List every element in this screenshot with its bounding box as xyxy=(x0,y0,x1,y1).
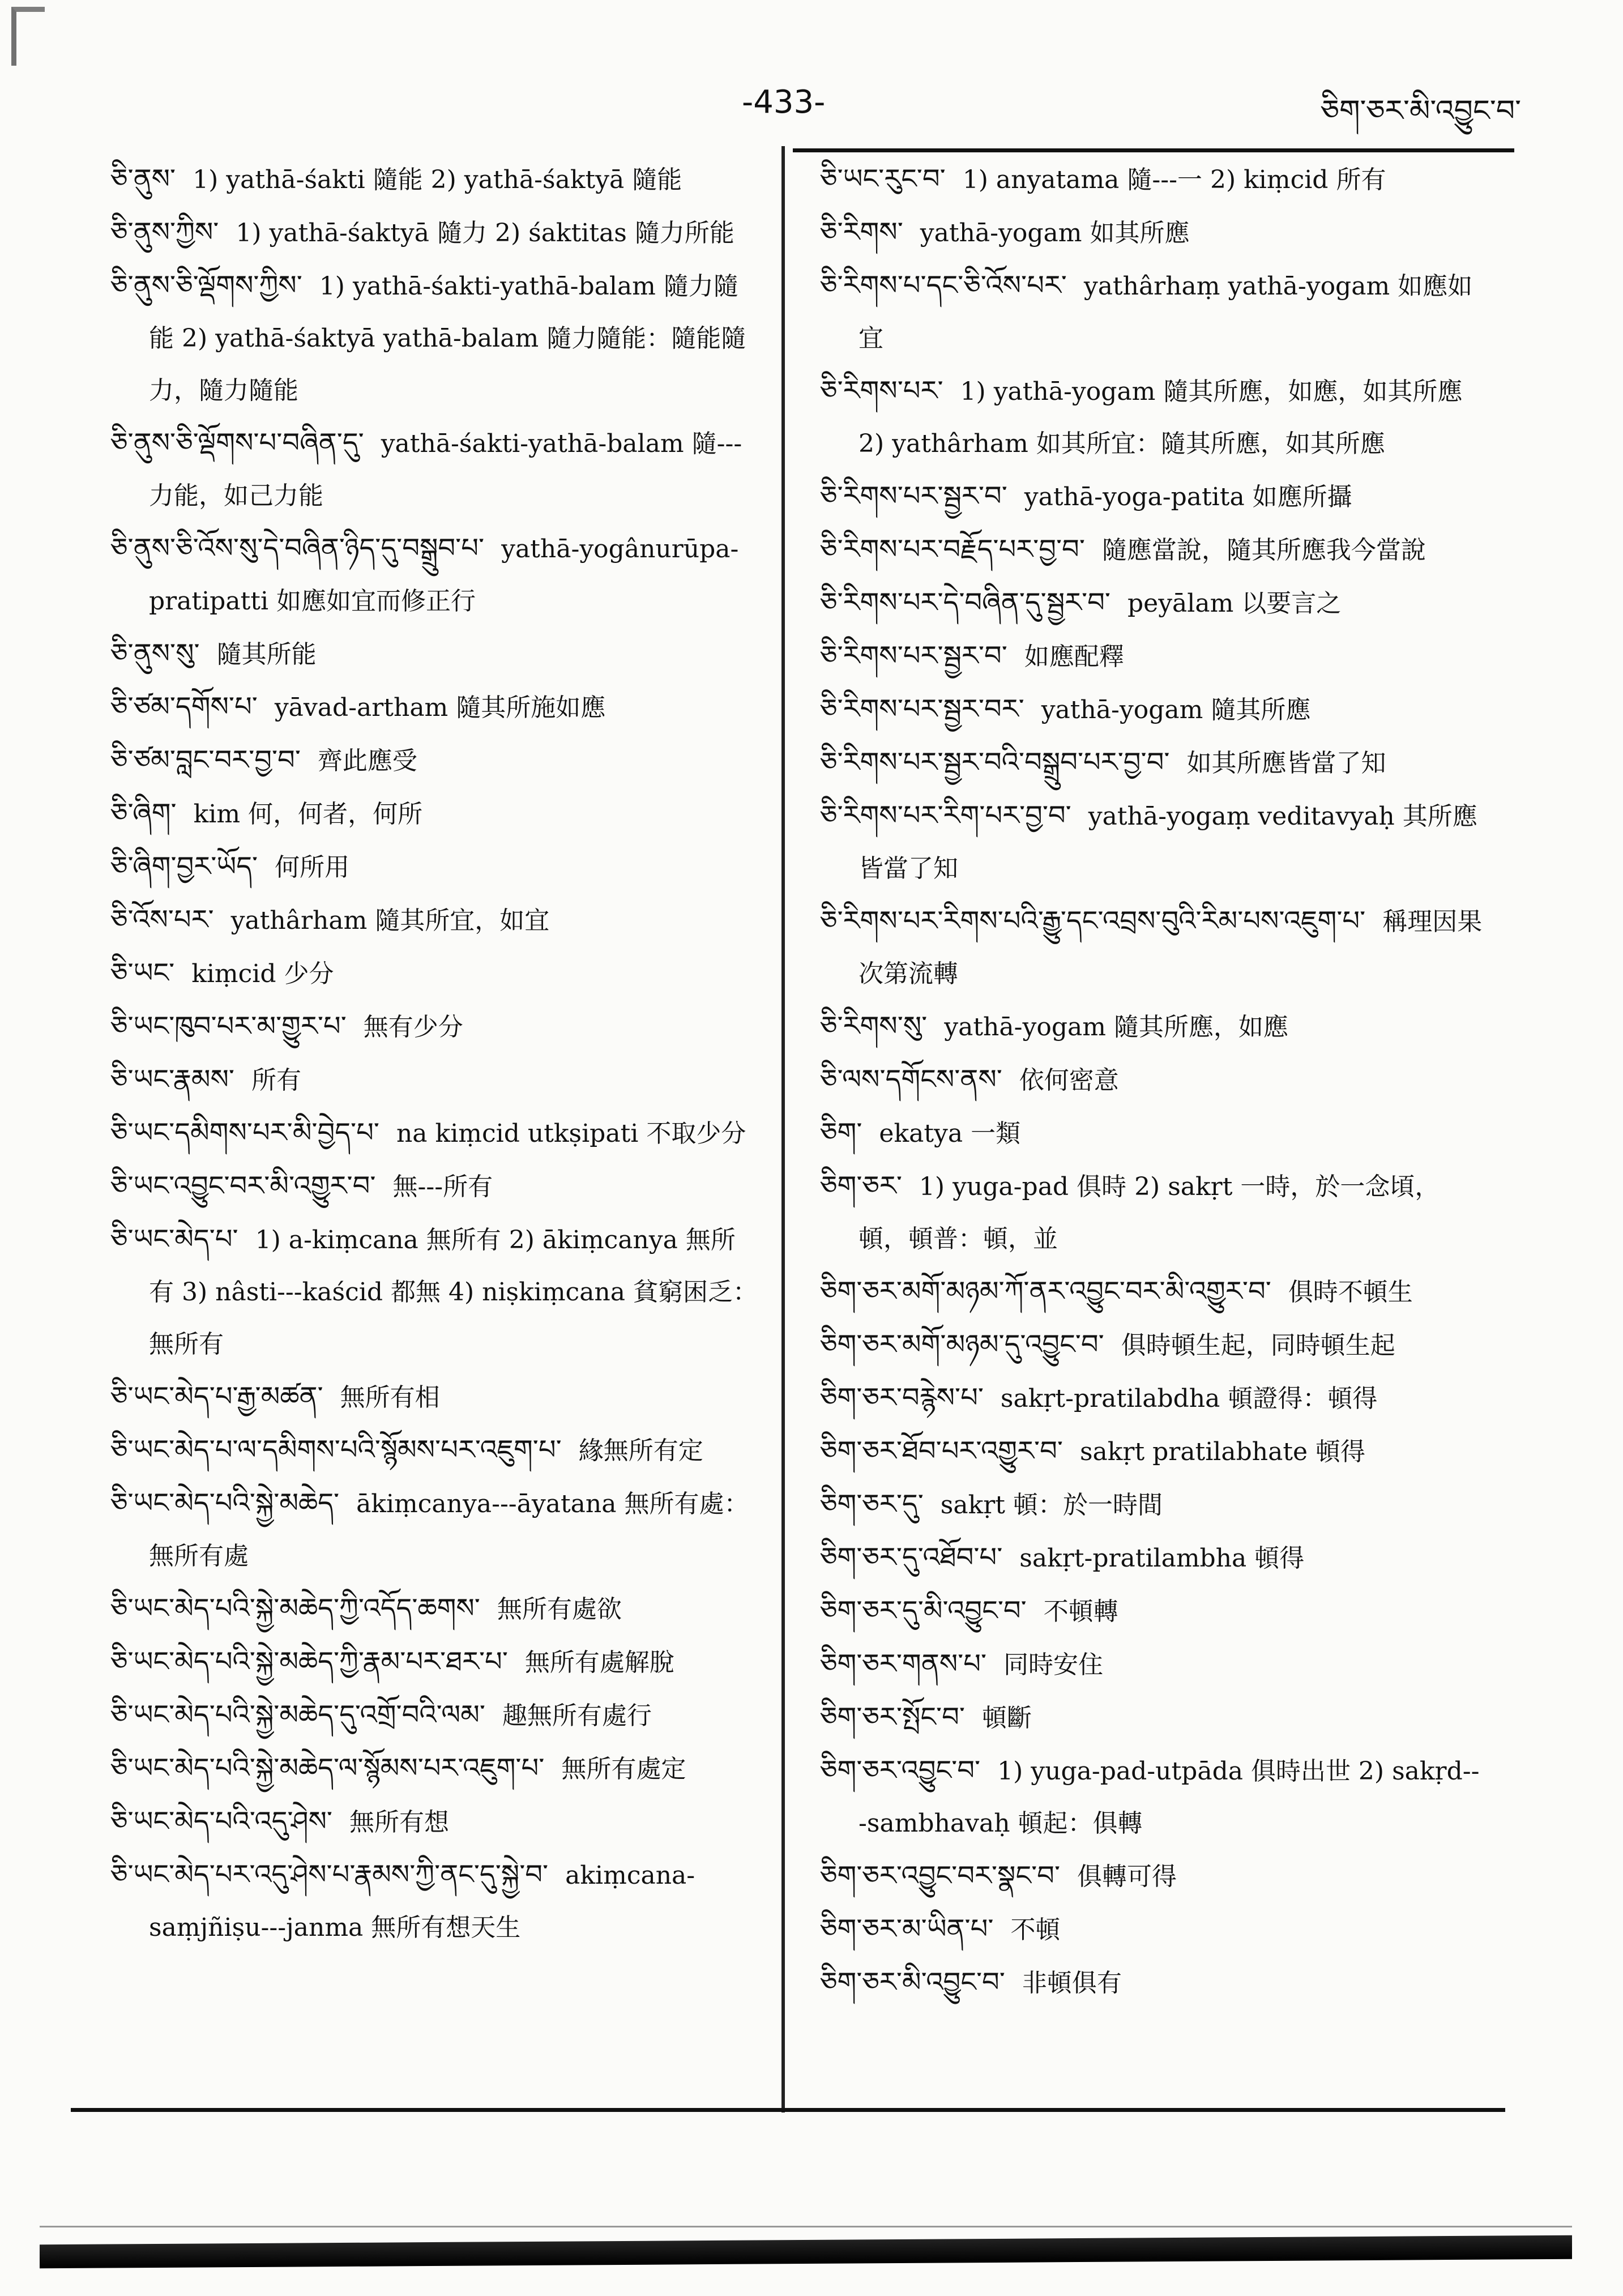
dictionary-entry xyxy=(820,523,1483,577)
entry-definition: 稱理因果次第流轉 xyxy=(859,907,1483,988)
entry-headword: ཅི་རིགས་པར་ xyxy=(820,375,943,407)
dictionary-entry xyxy=(820,1903,1483,1956)
entry-definition: yathârham 隨其所宜，如宜 xyxy=(230,906,550,935)
dictionary-entry xyxy=(820,1585,1483,1638)
entry-definition: 非頓俱有 xyxy=(1022,1969,1122,1998)
dictionary-entry xyxy=(110,1477,759,1582)
dictionary-entry xyxy=(110,1636,759,1689)
entry-headword: ཅི་རིགས་པར་བརྗོད་པར་བྱ་བ་ xyxy=(820,534,1085,565)
entry-definition: 無所有處解脫 xyxy=(524,1648,674,1677)
entry-headword: ཅི་ལས་དགོངས་ནས་ xyxy=(820,1064,1002,1095)
dictionary-entry xyxy=(820,789,1483,895)
dictionary-entry xyxy=(820,470,1483,523)
dictionary-entry xyxy=(110,1053,759,1107)
dictionary-entry xyxy=(820,1744,1483,1850)
entry-definition: na kiṃcid utkṣipati 不取少分 xyxy=(396,1119,746,1148)
entry-definition: 1) yathā-yogam 隨其所應，如應，如其所應 2) yathârham 如其所宜：隨其所應，如其所應 xyxy=(859,377,1463,458)
entry-definition: yathā-yogaṃ veditavyaḥ 其所應皆當了知 xyxy=(859,802,1477,883)
header-rule xyxy=(793,148,1514,152)
entry-headword: ཅི་ནུས་ཅི་ལྡོགས་ཀྱིས་ xyxy=(110,270,302,301)
entry-headword: ཅི་རིགས་པར་དེ་བཞིན་དུ་སྦྱར་བ་ xyxy=(820,587,1111,618)
dictionary-entry xyxy=(820,1053,1483,1107)
entry-definition: 趣無所有處行 xyxy=(502,1701,652,1730)
dictionary-entry xyxy=(820,683,1483,736)
entry-headword: ཅི་ཡང་མེད་པའི་འདུ་ཤེས་ xyxy=(110,1806,332,1837)
dictionary-entry xyxy=(820,1531,1483,1585)
entry-headword: ཅི་ཡང་མེད་པ་རྒྱ་མཚན་ xyxy=(110,1381,323,1412)
dictionary-entry xyxy=(110,1689,759,1742)
entry-headword: ཅི་ཡང་རྣམས་ xyxy=(110,1064,234,1095)
entry-headword: ཅི་ཡང་མེད་པའི་སྐྱེ་མཆེད་དུ་འགྲོ་བའི་ལམ་ xyxy=(110,1699,485,1731)
entry-definition: 如應配釋 xyxy=(1024,642,1124,671)
scan-corner-mark xyxy=(11,7,45,66)
entry-definition: ākiṃcanya---āyatana 無所有處：無所有處 xyxy=(149,1490,749,1571)
entry-headword: ཅི་ནུས་ཅི་འོས་སུ་དེ་བཞིན་ཉིད་དུ་བསྒྲུབ་པ་ xyxy=(110,532,485,564)
entry-headword: ཅི་ཡང་མེད་པར་འདུ་ཤེས་པ་རྣམས་ཀྱི་ནང་དུ་སྐྱེ་བ་ xyxy=(110,1859,549,1890)
entry-definition: 1) anyatama 隨---一 2) kiṃcid 所有 xyxy=(962,165,1386,194)
entry-definition: yathârhaṃ yathā-yogam 如應如宜 xyxy=(859,272,1473,353)
entry-headword: ཅི་ཡང་མེད་པ་ལ་དམིགས་པའི་སྙོམས་པར་འཇུག་པ་ xyxy=(110,1434,562,1466)
dictionary-entry xyxy=(820,1372,1483,1425)
entry-headword: ཅི་ཡང་དམིགས་པར་མི་བྱེད་པ་ xyxy=(110,1117,379,1149)
entry-definition: kim 何，何者，何所 xyxy=(193,800,423,829)
entry-headword: ཅི་འོས་པར་ xyxy=(110,904,214,936)
right-column xyxy=(820,153,1483,2009)
dictionary-entry xyxy=(820,206,1483,259)
entry-headword: ཅི་ནུས་ xyxy=(110,163,176,195)
entry-headword: ཅི་ནུས་ཀྱིས་ xyxy=(110,216,219,248)
dictionary-entry xyxy=(110,1582,759,1636)
entry-headword: ཅིག་ཅར་འབྱུང་བ་ xyxy=(820,1755,981,1786)
entry-headword: ཅིག་ཅར་གནས་པ་ xyxy=(820,1648,987,1680)
entry-definition: peyālam 以要言之 xyxy=(1127,589,1342,618)
entry-definition: 不頓 xyxy=(1010,1915,1061,1944)
entry-headword: ཅིག་ཅར་མི་འབྱུང་བ་ xyxy=(820,1966,1005,1998)
entry-headword: ཅིག་ཅར་མགོ་མཉམ་ཀོ་ནར་འབྱུང་བར་མི་འགྱུར་བ་ xyxy=(820,1275,1271,1307)
entry-definition: 齊此應受 xyxy=(317,746,417,775)
dictionary-entry xyxy=(110,681,759,734)
entry-definition: 隨應當說，隨其所應我今當說 xyxy=(1101,536,1426,565)
entry-definition: 同時安住 xyxy=(1003,1650,1104,1679)
entry-definition: 緣無所有定 xyxy=(578,1436,703,1465)
entry-headword: ཅིག་ཅར་དུ་ xyxy=(820,1488,924,1520)
entry-definition: 1) yathā-śaktyā 隨力 2) śaktitas 隨力所能 xyxy=(236,219,734,247)
dictionary-entry xyxy=(110,522,759,628)
entry-headword: ཅི་ནུས་སུ་ xyxy=(110,638,200,669)
dictionary-entry xyxy=(820,1478,1483,1531)
entry-definition: kiṃcid 少分 xyxy=(191,959,334,988)
entry-headword: ཅིག་ཅར་དུ་མི་འབྱུང་བ་ xyxy=(820,1595,1027,1627)
dictionary-entry xyxy=(820,259,1483,365)
dictionary-entry xyxy=(110,840,759,894)
dictionary-entry xyxy=(110,1795,759,1849)
entry-definition: 俱轉可得 xyxy=(1077,1862,1177,1891)
dictionary-entry xyxy=(110,1849,759,1954)
dictionary-entry xyxy=(110,259,759,417)
left-column xyxy=(110,153,759,1954)
entry-definition: 隨其所能 xyxy=(216,640,317,669)
dictionary-entry xyxy=(820,1160,1483,1265)
entry-definition: 俱時頓生起，同時頓生起 xyxy=(1121,1331,1395,1360)
entry-headword: ཅི་རིགས་པར་རིག་པར་བྱ་བ་ xyxy=(820,800,1071,831)
entry-headword: ཅི་ཙམ་དགོས་པ་ xyxy=(110,691,258,723)
entry-definition: 依何密意 xyxy=(1019,1066,1119,1095)
dictionary-entry xyxy=(110,1742,759,1795)
entry-definition: yāvad-artham 隨其所施如應 xyxy=(274,693,606,722)
entry-definition: 無所有想 xyxy=(349,1808,449,1837)
entry-definition: yathā-yogânurūpa-pratipatti 如應如宜而修正行 xyxy=(149,535,739,616)
dictionary-entry xyxy=(110,787,759,840)
dictionary-entry xyxy=(110,1213,759,1371)
dictionary-entry xyxy=(820,1000,1483,1053)
entry-definition: 無---所有 xyxy=(392,1172,493,1201)
running-head: ཅིག་ཅར་མི་འབྱུང་བ་ xyxy=(1320,94,1521,128)
dictionary-entry xyxy=(820,1691,1483,1744)
dictionary-entry xyxy=(110,1160,759,1213)
entry-headword: ཅི་རིགས་པར་སྦྱར་བ་ xyxy=(820,480,1007,512)
entry-definition: yathā-yogam 隨其所應 xyxy=(1041,695,1311,724)
entry-definition: yathā-yogam 隨其所應，如應 xyxy=(944,1013,1288,1042)
entry-headword: ཅིག་ཅར་ཐོབ་པར་འགྱུར་བ་ xyxy=(820,1435,1063,1467)
entry-headword: ཅི་ཞིག་བྱར་ཡོད་ xyxy=(110,851,258,882)
dictionary-entry xyxy=(820,577,1483,630)
entry-definition: 1) yuga-pad-utpāda 俱時出世 2) sakṛd---sambhavaḥ 頓起：俱轉 xyxy=(859,1757,1480,1838)
entry-headword: ཅི་ཙམ་བླང་བར་བྱ་བ་ xyxy=(110,744,301,776)
entry-headword: ཅི་ཞིག་ xyxy=(110,797,177,829)
entry-definition: sakṛt 頓：於一時間 xyxy=(940,1491,1163,1520)
entry-definition: 無所有處定 xyxy=(561,1755,686,1783)
entry-headword: ཅི་ཡང་མེད་པའི་སྐྱེ་མཆེད་ལ་སྙོམས་པར་འཇུག་པ་ xyxy=(110,1752,545,1784)
dictionary-entry xyxy=(820,1318,1483,1372)
entry-definition: sakṛt-pratilambha 頓得 xyxy=(1019,1544,1305,1573)
dictionary-entry xyxy=(110,1371,759,1424)
entry-definition: 1) yathā-śakti-yathā-balam 隨力隨能 2) yathā-śaktyā yathā-balam 隨力隨能：隨能隨力，隨力隨能 xyxy=(149,272,746,405)
dictionary-entry xyxy=(110,628,759,681)
dictionary-entry xyxy=(110,1107,759,1160)
entry-headword: ཅི་ཡང་ xyxy=(110,957,175,989)
dictionary-entry xyxy=(820,736,1483,789)
dictionary-entry xyxy=(820,1850,1483,1903)
entry-definition: 1) a-kiṃcana 無所有 2) ākiṃcanya 無所有 3) nâsti---kaścid 都無 4) niṣkiṃcana 貧窮困乏：無所有 xyxy=(149,1226,758,1359)
entry-definition: 無有少分 xyxy=(363,1013,463,1042)
entry-definition: 1) yuga-pad 俱時 2) sakṛt 一時，於一念頃，頓，頓普：頓，並 xyxy=(859,1172,1440,1253)
dictionary-entry xyxy=(820,630,1483,683)
page-number: -433- xyxy=(742,84,826,121)
column-divider xyxy=(781,146,785,2113)
dictionary-entry xyxy=(820,153,1483,206)
entry-headword: ཅི་རིགས་པར་རིགས་པའི་རྒྱུ་དང་འབྲས་བུའི་རིམ་པས་འཇུག་པ་ xyxy=(820,905,1366,937)
entry-definition: 無所有相 xyxy=(340,1383,440,1412)
entry-headword: ཅི་རིགས་པར་སྦྱར་བར་ xyxy=(820,693,1024,725)
entry-headword: ཅི་ཡང་མེད་པའི་སྐྱེ་མཆེད་ཀྱི་འདོད་ཆགས་ xyxy=(110,1593,480,1624)
entry-headword: ཅི་ནུས་ཅི་ལྡོགས་པ་བཞིན་དུ་ xyxy=(110,427,364,459)
entry-definition: 如其所應皆當了知 xyxy=(1186,749,1386,778)
entry-headword: ཅིག་ཅར་ xyxy=(820,1170,902,1202)
dictionary-entry xyxy=(820,1107,1483,1160)
dictionary-entry xyxy=(110,734,759,787)
entry-headword: ཅི་རིགས་པར་སྦྱར་བ་ xyxy=(820,640,1007,672)
entry-definition: 頓斷 xyxy=(981,1704,1032,1732)
entry-definition: 無所有處欲 xyxy=(497,1595,622,1624)
dictionary-entry xyxy=(820,1638,1483,1691)
entry-definition: sakṛt pratilabhate 頓得 xyxy=(1079,1437,1366,1466)
entry-headword: ཅི་ཡང་ཁུབ་པར་མ་གྱུར་པ་ xyxy=(110,1010,347,1042)
entry-definition: yathā-yogam 如其所應 xyxy=(920,219,1190,247)
dictionary-entry xyxy=(820,365,1483,470)
dictionary-entry xyxy=(820,1425,1483,1478)
entry-headword: ཅིག་ཅར་དུ་འཐོབ་པ་ xyxy=(820,1542,1003,1573)
entry-definition: 1) yathā-śakti 隨能 2) yathā-śaktyā 隨能 xyxy=(193,165,682,194)
dictionary-entry xyxy=(110,417,759,522)
dictionary-entry xyxy=(110,1000,759,1053)
entry-definition: sakṛt-pratilabdha 頓證得：頓得 xyxy=(1000,1384,1378,1413)
entry-headword: ཅི་རིགས་པར་སྦྱར་བའི་བསྒྲུབ་པར་བྱ་བ་ xyxy=(820,746,1170,778)
entry-definition: yathā-yoga-patita 如應所攝 xyxy=(1024,483,1352,511)
dictionary-entry xyxy=(820,895,1483,1000)
entry-definition: 不頓轉 xyxy=(1043,1597,1118,1626)
entry-definition: yathā-śakti-yathā-balam 隨---力能，如己力能 xyxy=(149,429,742,510)
entry-headword: ཅིག་ xyxy=(820,1117,862,1149)
dictionary-entry xyxy=(820,1265,1483,1318)
dictionary-entry xyxy=(820,1956,1483,2009)
entry-headword: ཅིག་ཅར་སྤོང་བ་ xyxy=(820,1701,965,1733)
entry-headword: ཅི་ཡང་རུང་བ་ xyxy=(820,163,946,195)
entry-definition: 俱時不頓生 xyxy=(1288,1278,1413,1307)
dictionary-entry xyxy=(110,1424,759,1477)
footer-rule xyxy=(71,2108,1505,2112)
dictionary-entry xyxy=(110,206,759,259)
entry-headword: ཅིག་ཅར་མ་ཡིན་པ་ xyxy=(820,1913,994,1945)
entry-definition: akiṃcana-saṃjñiṣu---janma 無所有想天生 xyxy=(149,1861,695,1942)
dictionary-entry xyxy=(110,947,759,1000)
entry-headword: ཅིག་ཅར་མགོ་མཉམ་དུ་འབྱུང་བ་ xyxy=(820,1329,1104,1360)
entry-headword: ཅི་ཡང་མེད་པའི་སྐྱེ་མཆེད་ཀྱི་རྣམ་པར་ཐར་པ་ xyxy=(110,1646,508,1678)
entry-headword: ཅི་རིགས་པ་དང་ཅི་འོས་པར་ xyxy=(820,270,1067,301)
entry-headword: ཅིག་ཅར་བརྙེས་པ་ xyxy=(820,1382,984,1414)
entry-headword: ཅི་ཡང་མེད་པ་ xyxy=(110,1223,238,1255)
scan-artifact-line xyxy=(40,2226,1572,2227)
dictionary-entry xyxy=(110,153,759,206)
entry-headword: ཅི་རིགས་སུ་ xyxy=(820,1010,928,1042)
entry-headword: ཅི་རིགས་ xyxy=(820,216,903,248)
scan-artifact-bar xyxy=(40,2235,1572,2269)
entry-definition: 所有 xyxy=(251,1066,301,1095)
entry-definition: ekatya 一類 xyxy=(879,1119,1021,1148)
entry-headword: ཅི་ཡང་མེད་པའི་སྐྱེ་མཆེད་ xyxy=(110,1487,340,1519)
dictionary-entry xyxy=(110,894,759,947)
entry-definition: 何所用 xyxy=(275,853,350,882)
entry-headword: ཅིག་ཅར་འབྱུང་བར་སྣང་བ་ xyxy=(820,1860,1061,1892)
entry-headword: ཅི་ཡང་འབྱུང་བར་མི་འགྱུར་བ་ xyxy=(110,1170,376,1202)
